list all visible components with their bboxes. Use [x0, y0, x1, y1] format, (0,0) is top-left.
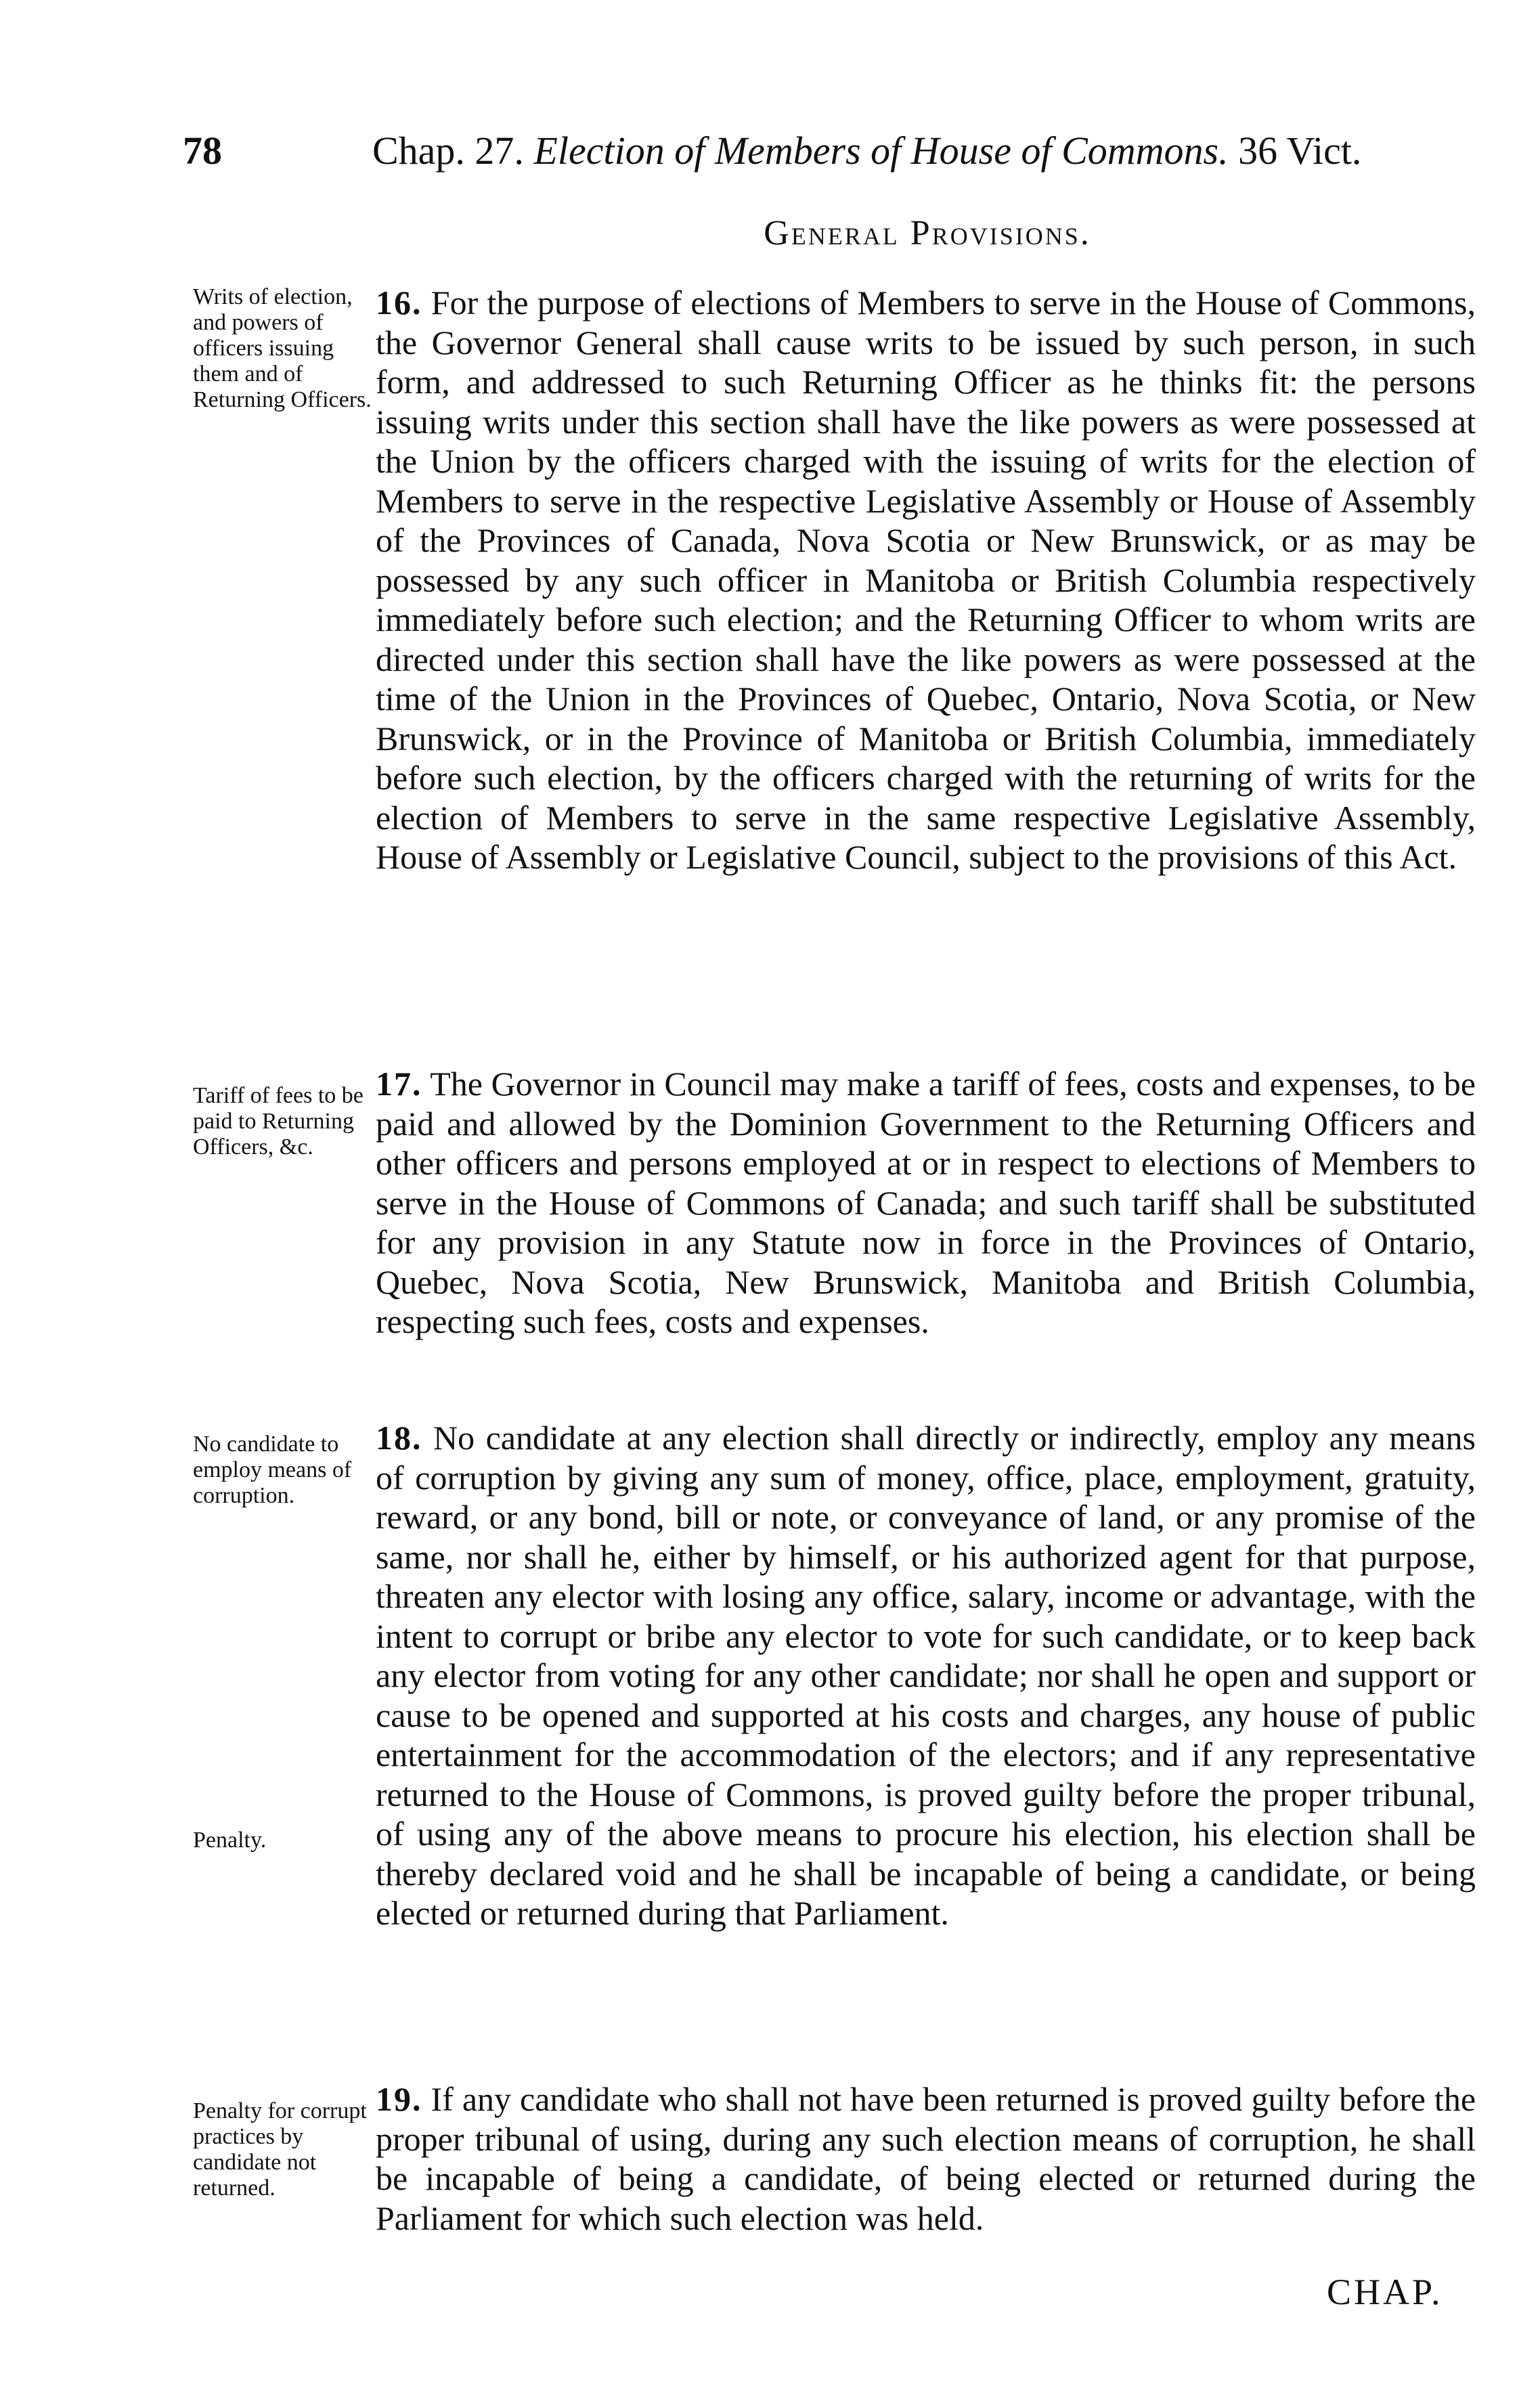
margin-note-18: No candidate to employ means of corruption.	[193, 1432, 352, 1508]
section-text-19: If any candidate who shall not have been returned is proved guilty before the proper tribunal of using, during any such election means of corruption, he shall be incapable of being a candidate, of being elected or returned during the Parliament for which such election was held.	[376, 2080, 1476, 2237]
section-18	[376, 1418, 1476, 1933]
running-title	[372, 127, 1361, 175]
section-heading: General Provisions.	[764, 214, 1091, 252]
page-header	[183, 127, 1476, 175]
running-title-chapter: Chap. 27.	[372, 129, 524, 173]
page-number: 78	[183, 129, 222, 173]
margin-note-17: Tariff of fees to be paid to Returning Officers, &c.	[193, 1083, 364, 1160]
section-number-17: 17.	[376, 1065, 422, 1103]
catchword: CHAP.	[1327, 2272, 1443, 2312]
section-number-19: 19.	[376, 2080, 422, 2118]
running-title-act: Election of Members of House of Commons.	[533, 129, 1229, 173]
section-text-17: The Governor in Council may make a tariff of fees, costs and expenses, to be paid and allowed by the Dominion Government to the Returning Officers and other officers and persons employed at or in respect to elections of Members to serve in the House of Commons of Canada; and such tariff shall be substituted for any provision in any Statute now in force in the Provinces of Ontario, Quebec, Nova Scotia, New Brunswick, Manitoba and British Columbia, respecting such fees, costs and expenses.	[376, 1065, 1476, 1340]
section-number-16: 16.	[376, 284, 422, 322]
section-text-16: For the purpose of elections of Members to serve in the House of Commons, the Governor General shall cause writs to be issued by such person, in such form, and addressed to such Returning Officer as he thinks fit: the persons issuing writs under this section shall have the like powers as were possessed at the Union by the officers charged with the issuing of writs for the election of Members to serve in the respective Legislative Assembly or House of Assembly of the Provinces of Canada, Nova Scotia or New Brunswick, or as may be possessed by any such officer in Manitoba or British Columbia respectively immediately before such election; and the Returning Officer to whom writs are directed under this section shall have the like powers as were possessed at the time of the Union in the Provinces of Quebec, Ontario, Nova Scotia, or New Brunswick, or in the Province of Manitoba or British Columbia, immediately before such election, by the officers charged with the returning of writs for the election of Members to serve in the same respective Legislative Assembly, House of Assembly or Legislative Council, subject to the provisions of this Act.	[376, 284, 1476, 876]
margin-note-16: Writs of election, and powers of officers issuing them and of Returning Officers.	[193, 284, 372, 412]
margin-note-penalty: Penalty.	[193, 1828, 267, 1853]
section-17	[376, 1064, 1476, 1342]
margin-note-19: Penalty for corrupt practices by candidate not returned.	[193, 2098, 367, 2201]
section-number-18: 18.	[376, 1419, 422, 1457]
section-16	[376, 283, 1476, 877]
section-text-18: No candidate at any election shall directly or indirectly, employ any means of corruption by giving any sum of money, office, place, employment, gratuity, reward, or any bond, bill or note, or conveyance of land, or any promise of the same, nor shall he, either by himself, or his authorized agent for that purpose, threaten any elector with losing any office, salary, income or advantage, with the intent to corrupt or bribe any elector to vote for such candidate, or to keep back any elector from voting for any other candidate; nor shall he open and support or cause to be opened and supported at his costs and charges, any house of public entertainment for the accommodation of the electors; and if any representative returned to the House of Commons, is proved guilty before the proper tribunal, of using any of the above means to procure his election, his election shall be thereby declared void and he shall be incapable of being a candidate, or being elected or returned during that Parliament.	[376, 1419, 1476, 1932]
section-19	[376, 2079, 1476, 2238]
running-title-year: 36 Vict.	[1238, 129, 1362, 173]
